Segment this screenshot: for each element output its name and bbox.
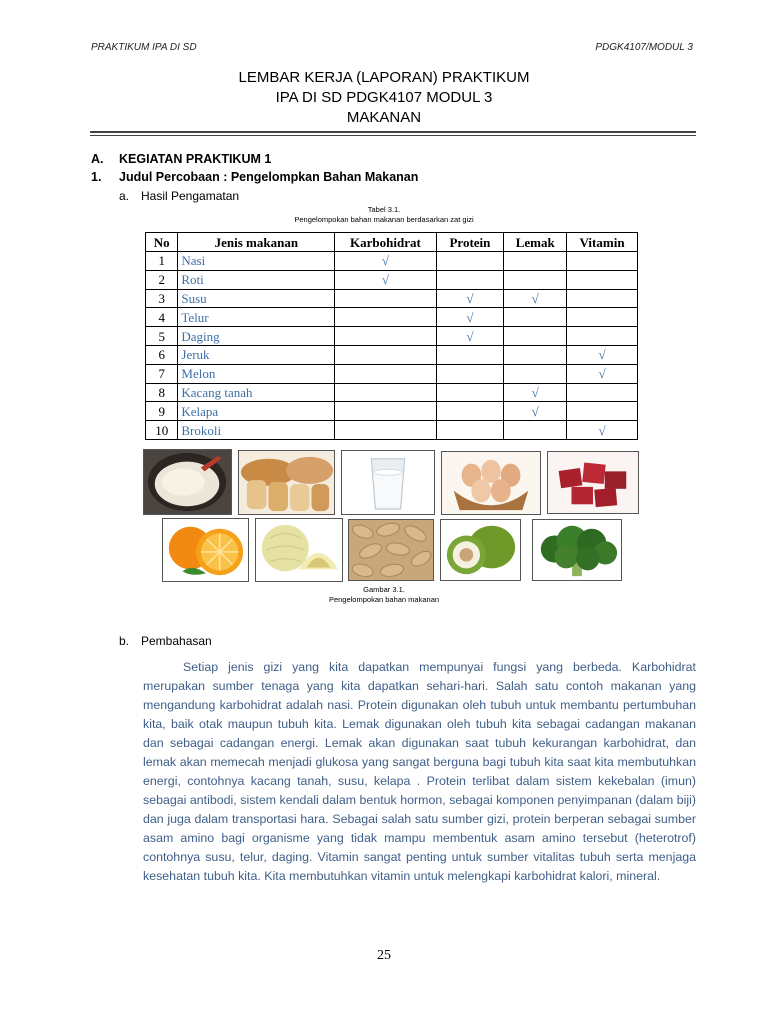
row-food: Roti	[178, 270, 335, 289]
section-1-number: 1.	[91, 170, 102, 184]
peanut-photo	[348, 519, 434, 581]
meat-photo	[547, 451, 639, 514]
row-lemak	[504, 327, 567, 346]
section-a-label: KEGIATAN PRAKTIKUM 1	[119, 152, 272, 166]
section-1-label: Judul Percobaan : Pengelompkan Bahan Makanan	[119, 170, 419, 184]
title-rule-thick	[90, 131, 696, 133]
row-vitamin: √	[567, 364, 638, 383]
row-lemak	[504, 421, 567, 440]
rice-photo	[143, 449, 232, 515]
section-1-heading	[91, 170, 418, 184]
subsection-b-label: Pembahasan	[141, 634, 212, 648]
row-no: 3	[146, 289, 178, 308]
row-no: 5	[146, 327, 178, 346]
row-protein: √	[436, 327, 504, 346]
row-karbohidrat: √	[335, 270, 436, 289]
table-row	[146, 327, 638, 346]
row-lemak: √	[504, 402, 567, 421]
header-protein: Protein	[436, 233, 504, 252]
row-vitamin	[567, 289, 638, 308]
row-lemak	[504, 364, 567, 383]
figure-caption	[0, 585, 768, 605]
row-protein	[436, 421, 504, 440]
subsection-a-label: Hasil Pengamatan	[141, 189, 240, 203]
table-row	[146, 270, 638, 289]
row-food: Kelapa	[178, 402, 335, 421]
subsection-b-number: b.	[119, 634, 130, 648]
row-no: 4	[146, 308, 178, 327]
table-row	[146, 252, 638, 271]
row-karbohidrat	[335, 308, 436, 327]
orange-photo	[162, 518, 249, 582]
section-a-heading	[91, 152, 271, 166]
row-food: Daging	[178, 327, 335, 346]
table-row	[146, 289, 638, 308]
row-food: Telur	[178, 308, 335, 327]
header-no: No	[146, 233, 178, 252]
row-vitamin	[567, 383, 638, 402]
table-row	[146, 308, 638, 327]
row-protein	[436, 364, 504, 383]
row-no: 2	[146, 270, 178, 289]
title-line-2: IPA DI SD PDGK4107 MODUL 3	[275, 89, 493, 106]
table-row	[146, 402, 638, 421]
row-vitamin	[567, 252, 638, 271]
header-food: Jenis makanan	[178, 233, 335, 252]
subsection-a-heading	[119, 189, 239, 203]
discussion-body	[143, 658, 696, 886]
row-lemak	[504, 308, 567, 327]
row-vitamin	[567, 402, 638, 421]
nutrition-table	[145, 232, 638, 440]
milk-photo	[341, 450, 435, 515]
discussion-paragraph: Setiap jenis gizi yang kita dapatkan mempunyai fungsi yang berbeda. Karbohidrat merupakan sumber tenaga yang kita dapatkan sehari-hari. Salah satu contoh makanan yang mengandung karbohidrat adalah nasi. Protein digunakan oleh tubuh untuk membantu pertumbuhan kita, baik otak maupun tubuh kita. Lemak digunakan oleh tubuh kita sebagai cadangan makanan dan sebagai cadangan energi. Lemak akan digunakan saat tubuh kekurangan karbohidrat, dan lemak akan memecah menjadi glukosa yang sangat berguna bagi tubuh kita saat kita membutuhkan energi, contohnya kacang tanah, susu, kelapa . Protein terlibat dalam sistem kekebalan (imun) sebagai antibodi, sistem kendali dalam bentuk hormon, sebagai komponen penyimpanan (dalam biji) dan juga dalam transportasi hara. Sebagai salah satu sumber gizi, protein berperan sebagai sumber asam amino bagi organisme yang tidak mampu membentuk asam amino tersebut (heterotrof) contohnya susu, telur, daging. Vitamin sangat penting untuk sumber vitalitas tubuh serta menjaga kesehatan tubuh kita. Kita membutuhkan vitamin untuk melengkapi karbohidrat kalori, mineral.	[143, 660, 696, 883]
row-protein	[436, 402, 504, 421]
row-no: 9	[146, 402, 178, 421]
eggs-photo	[441, 451, 541, 515]
figure-caption-title: Gambar 3.1.	[363, 585, 405, 594]
row-lemak: √	[504, 289, 567, 308]
row-karbohidrat	[335, 289, 436, 308]
row-food: Melon	[178, 364, 335, 383]
row-food: Kacang tanah	[178, 383, 335, 402]
header-lemak: Lemak	[504, 233, 567, 252]
coconut-photo	[440, 519, 521, 581]
section-a-number: A.	[91, 152, 104, 166]
row-food: Jeruk	[178, 345, 335, 364]
row-lemak: √	[504, 383, 567, 402]
table-header-row	[146, 233, 638, 252]
row-protein	[436, 270, 504, 289]
row-no: 10	[146, 421, 178, 440]
row-vitamin	[567, 327, 638, 346]
row-lemak	[504, 270, 567, 289]
table-row	[146, 364, 638, 383]
row-vitamin: √	[567, 421, 638, 440]
row-food: Nasi	[178, 252, 335, 271]
table-caption-desc: Pengelompokan bahan makanan berdasarkan zat gizi	[294, 215, 474, 224]
row-protein	[436, 345, 504, 364]
row-no: 8	[146, 383, 178, 402]
table-caption	[0, 205, 768, 225]
row-karbohidrat	[335, 383, 436, 402]
document-title	[0, 68, 768, 128]
bread-photo	[238, 450, 335, 515]
subsection-b-heading	[119, 634, 212, 648]
table-row	[146, 421, 638, 440]
row-vitamin: √	[567, 345, 638, 364]
broccoli-photo	[532, 519, 622, 581]
table-row	[146, 383, 638, 402]
row-karbohidrat: √	[335, 252, 436, 271]
row-protein: √	[436, 308, 504, 327]
header-karbohidrat: Karbohidrat	[335, 233, 436, 252]
row-karbohidrat	[335, 402, 436, 421]
row-protein	[436, 252, 504, 271]
running-header-right: PDGK4107/MODUL 3	[595, 42, 693, 53]
row-karbohidrat	[335, 421, 436, 440]
melon-photo	[255, 518, 343, 582]
table-caption-title: Tabel 3.1.	[367, 205, 401, 214]
header-vitamin: Vitamin	[567, 233, 638, 252]
row-vitamin	[567, 270, 638, 289]
row-food: Brokoli	[178, 421, 335, 440]
running-header-left: PRAKTIKUM IPA DI SD	[91, 42, 197, 53]
row-karbohidrat	[335, 345, 436, 364]
row-no: 1	[146, 252, 178, 271]
title-line-3: MAKANAN	[346, 109, 422, 126]
title-line-1: LEMBAR KERJA (LAPORAN) PRAKTIKUM	[238, 69, 530, 86]
row-karbohidrat	[335, 327, 436, 346]
figure-caption-desc: Pengelompokan bahan makanan	[328, 595, 440, 604]
row-karbohidrat	[335, 364, 436, 383]
row-food: Susu	[178, 289, 335, 308]
row-lemak	[504, 345, 567, 364]
table-row	[146, 345, 638, 364]
subsection-a-number: a.	[119, 189, 130, 203]
row-lemak	[504, 252, 567, 271]
row-vitamin	[567, 308, 638, 327]
row-protein	[436, 383, 504, 402]
row-no: 6	[146, 345, 178, 364]
row-no: 7	[146, 364, 178, 383]
row-protein: √	[436, 289, 504, 308]
title-rule-thin	[90, 135, 696, 136]
page-number: 25	[377, 948, 391, 963]
